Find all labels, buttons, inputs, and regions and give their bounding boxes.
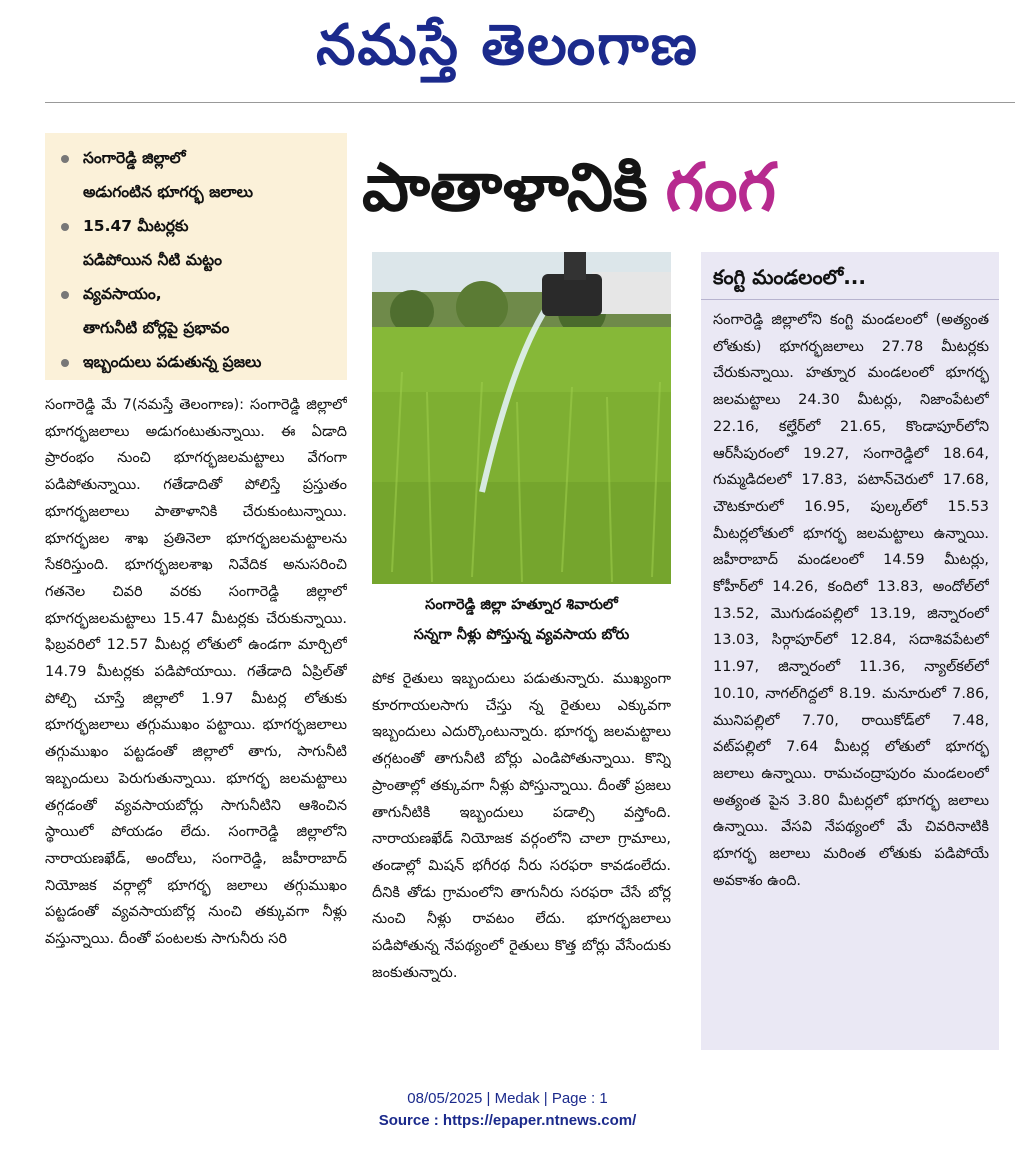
highlight-item: సంగారెడ్డి జిల్లాలో: [57, 141, 347, 175]
headline-main: పాతాళానికి: [362, 149, 648, 226]
page-footer: [0, 1088, 1015, 1132]
highlights-box: [45, 133, 347, 380]
highlight-item: 15.47 మీటర్లకు: [57, 209, 347, 243]
photo-caption: [372, 590, 671, 654]
paddy-field-borewell-image: [372, 252, 671, 584]
sidebar-body: సంగారెడ్డి జిల్లాలోని కంగ్టి మండలంలో (అత్యంత లోతుకు) భూగర్భజలాలు 27.78 మీటర్లకు చేరుకున్నాయి. హత్నూర మండలంలో భూగర్భ జలమట్టాలు 24.30 మీటర్లు, నిజాంపేటలో 22.16, కల్హేర్‌లో 21.65, కొండాపూర్‌లోని ఆర్‌సీపురంలో 19.27, సంగారెడ్డిలో 18.64, గుమ్మడిదలలో 17.83, పటాన్‌చెరులో 17.68, చౌటకూరులో 16.95, పుల్కల్‌లో 15.53 మీటర్లలోతులో భూగర్భ జలమట్టాలు ఉన్నాయి. జహీరాబాద్ మండలంలో 14.59 మీటర్లు, కోహీర్‌లో 14.26, కందిలో 13.83, అందోల్‌లో 13.52, మొగుడంపల్లిలో 13.19, జిన్నారంలో 13.03, సిర్గాపూర్‌లో 12.84, సదాశివపేటలో 11.97, జిన్నారంలో 11.36, న్యాల్‌కల్‌లో 10.10, నాగల్‌గిద్దలో 8.19. మనూరులో 7.86, మునిపల్లిలో 7.70, రాయికోడ్‌లో 7.48, వట్‌పల్లిలో 7.64 మీటర్ల లోతులో భూగర్భ జలాలు ఉన్నాయి. రామచంద్రాపురం మండలంలో అత్యంత పైన 3.80 మీటర్లలో భూగర్భ జలాలు ఉన్నాయి. వేసవి నేపథ్యంలో మే చివరినాటికి భూగర్భ జలాలు మరింత లోతుకు పడిపోయే అవకాశం ఉంది.: [713, 312, 989, 889]
photo-caption-line: సంగారెడ్డి జిల్లా హత్నూర శివారులో: [425, 597, 618, 613]
footer-edition-info: 08/05/2025 | Medak | Page : 1: [407, 1090, 608, 1107]
highlight-item: ఇబ్బందులు పడుతున్న ప్రజలు: [57, 345, 347, 379]
sidebar-divider: [701, 299, 999, 300]
highlights-list: [45, 133, 347, 379]
sidebar-title: కంగ్టి మండలంలో...: [713, 265, 866, 289]
article-column-1: సంగారెడ్డి మే 7(నమస్తే తెలంగాణ): సంగారెడ్డి జిల్లాలో భూగర్భజలాలు అడుగంటుతున్నాయి. ఈ ఏడాది ప్రారంభం నుంచి భూగర్భజలమట్టాలు వేగంగా పడిపోతున్నాయి. గతేడాదితో పోలిస్తే ప్రస్తుతం భూగర్భజలాలు పాతాళానికి చేరుకుంటున్నాయి. భూగర్భజల శాఖ ప్రతినెలా భూగర్భజలమట్టాలను సేకరిస్తుంది. భూగర్భజలశాఖ నివేదిక అనుసరించి గతనెల చివరి వరకు సంగారెడ్డి జిల్లాలో భూగర్భజలమట్టాలు 15.47 మీటర్లకు చేరుకున్నాయి. ఫిబ్రవరిలో 12.57 మీటర్ల లోతులో ఉండగా మార్చిలో 14.79 మీటర్లకు పడిపోయాయి. గతేడాది ఏప్రిల్‌తో పోల్చి చూస్తే జిల్లాలో 1.97 మీటర్ల లోతుకు భూగర్భజలాలు తగ్గుముఖం పట్టాయి. భూగర్భజలాలు తగ్గుముఖం పట్టడంతో జిల్లాలో తాగు, సాగునీటి ఇబ్బందులు పెరుగుతున్నాయి. భూగర్భ జలమట్టాలు తగ్గడంతో వ్యవసాయబోర్లు సాగునీటిని ఆశించిన స్థాయిలో పోయడం లేదు. సంగారెడ్డి జిల్లాలోని నారాయణఖేడ్, అందోలు, సంగారెడ్డి, జహీరాబాద్ నియోజక వర్గాల్లో భూగర్భ జలాలు తగ్గుముఖం పట్టడంతో వ్యవసాయబోర్ల నుంచి తక్కువగా నీళ్లు వస్తున్నాయి. దీంతో పంటలకు సాగునీరు సరి: [45, 397, 347, 948]
photo-caption-line: సన్నగా నీళ్లు పోస్తున్న వ్యవసాయ బోరు: [413, 627, 630, 643]
highlight-item-continuation: అడుగంటిన భూగర్భ జలాలు: [83, 183, 254, 201]
sidebar-box: [701, 252, 999, 1050]
headline-accent: గంగ: [665, 149, 776, 226]
news-photo: [372, 252, 671, 584]
highlight-item-continuation: తాగునీటి బోర్లపై ప్రభావం: [83, 319, 230, 337]
highlight-item: వ్యవసాయం,: [57, 277, 347, 311]
masthead-divider: [45, 102, 1015, 103]
masthead-logo: నమస్తే తెలంగాణ: [316, 13, 699, 78]
footer-source-link[interactable]: Source : https://epaper.ntnews.com/: [378, 1112, 637, 1129]
highlight-item-continuation: పడిపోయిన నీటి మట్టం: [83, 251, 222, 269]
headline: [362, 138, 1012, 238]
article-column-2: పోక రైతులు ఇబ్బందులు పడుతున్నారు. ముఖ్యంగా కూరగాయలసాగు చేస్తు న్న రైతులు ఎక్కువగా ఇబ్బందులు ఎదుర్కొంటున్నారు. భూగర్భ జలమట్టాలు తగ్గటంతో తాగునీటి బోర్లు ఎండిపోతున్నాయి. కొన్ని ప్రాంతాల్లో తక్కువగా నీళ్లు పోస్తున్నాయి. దీంతో ప్రజలు తాగునీటికి ఇబ్బందులు పడాల్సి వస్తోంది. నారాయణఖేడ్ నియోజక వర్గంలోని చాలా గ్రామాలు, తండాల్లో మిషన్ భగీరథ నీరు సరఫరా కావడంలేదు. దీనికి తోడు గ్రామంలోని తాగునీరు సరఫరా చేసే బోర్ల నుంచి నీళ్లు రావటం లేదు. భూగర్భజలాలు పడిపోతున్న నేపథ్యంలో రైతులు కొత్త బోర్లు వేసేందుకు జంకుతున్నారు.: [372, 671, 671, 981]
